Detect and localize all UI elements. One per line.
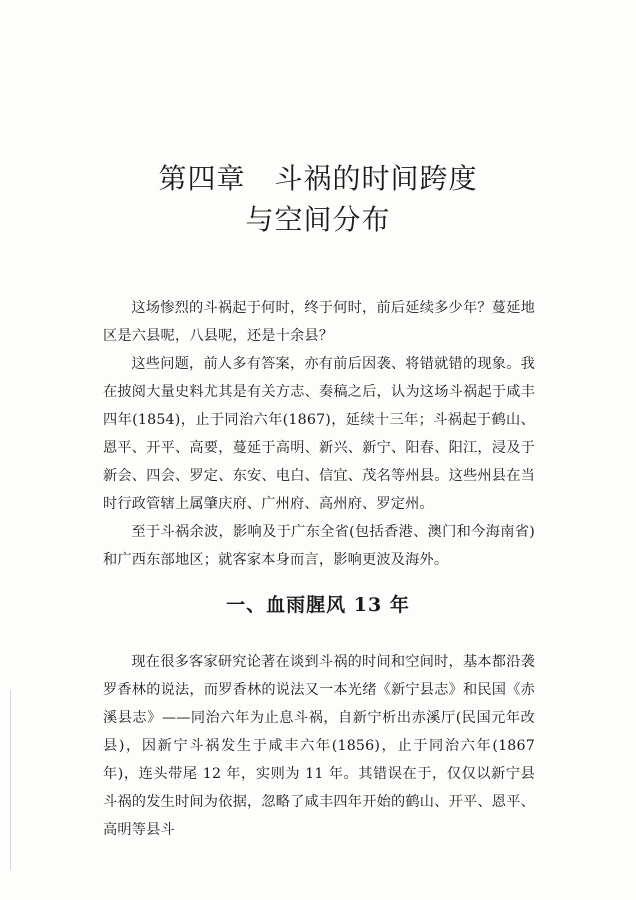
paragraph: 现在很多客家研究论著在谈到斗祸的时间和空间时，基本都沿袭罗香林的说法，而罗香林的说法又一本光绪《新宁县志》和民国《赤溪县志》——同治六年为止息斗祸，自新宁析出赤溪厅(民国元年改县)，因新宁斗祸发生于咸丰六年(1856)，止于同治六年(1867 年)，连头带尾 12 年，实则为 11 年。其错误在于，仅仅以新宁县斗祸的发生时间为依据，忽略了咸丰四年开始的鹤山、开平、恩平、高明等县斗 <box>103 654 535 838</box>
paragraph: 这些问题，前人多有答案，亦有前后因袭、将错就错的现象。我在披阅大量史料尤其是有关方志、奏稿之后，认为这场斗祸起于咸丰四年(1854)，止于同治六年(1867)，延续十三年；斗祸起于鹤山、恩平、开平、高要，蔓延于高明、新兴、新宁、阳春、阳江，浸及于新会、四会、罗定、东安、电白、信宜、茂名等州县。这些州县在当时行政管辖上属肇庆府、广州府、高州府、罗定州。 <box>103 356 535 512</box>
paragraph: 至于斗祸余波，影响及于广东全省(包括香港、澳门和今海南省)和广西东部地区；就客家本身而言，影响更波及海外。 <box>103 524 535 568</box>
page-edge-line <box>10 690 11 870</box>
section-heading: 一、血雨腥风 13 年 <box>226 594 410 616</box>
chapter-title: 第四章 斗祸的时间跨度 <box>158 162 478 195</box>
paragraph: 这场惨烈的斗祸起于何时，终于何时，前后延续多少年？蔓延地区是六县呢，八县呢，还是十余县？ <box>103 300 535 344</box>
chapter-subtitle: 与空间分布 <box>245 203 391 236</box>
